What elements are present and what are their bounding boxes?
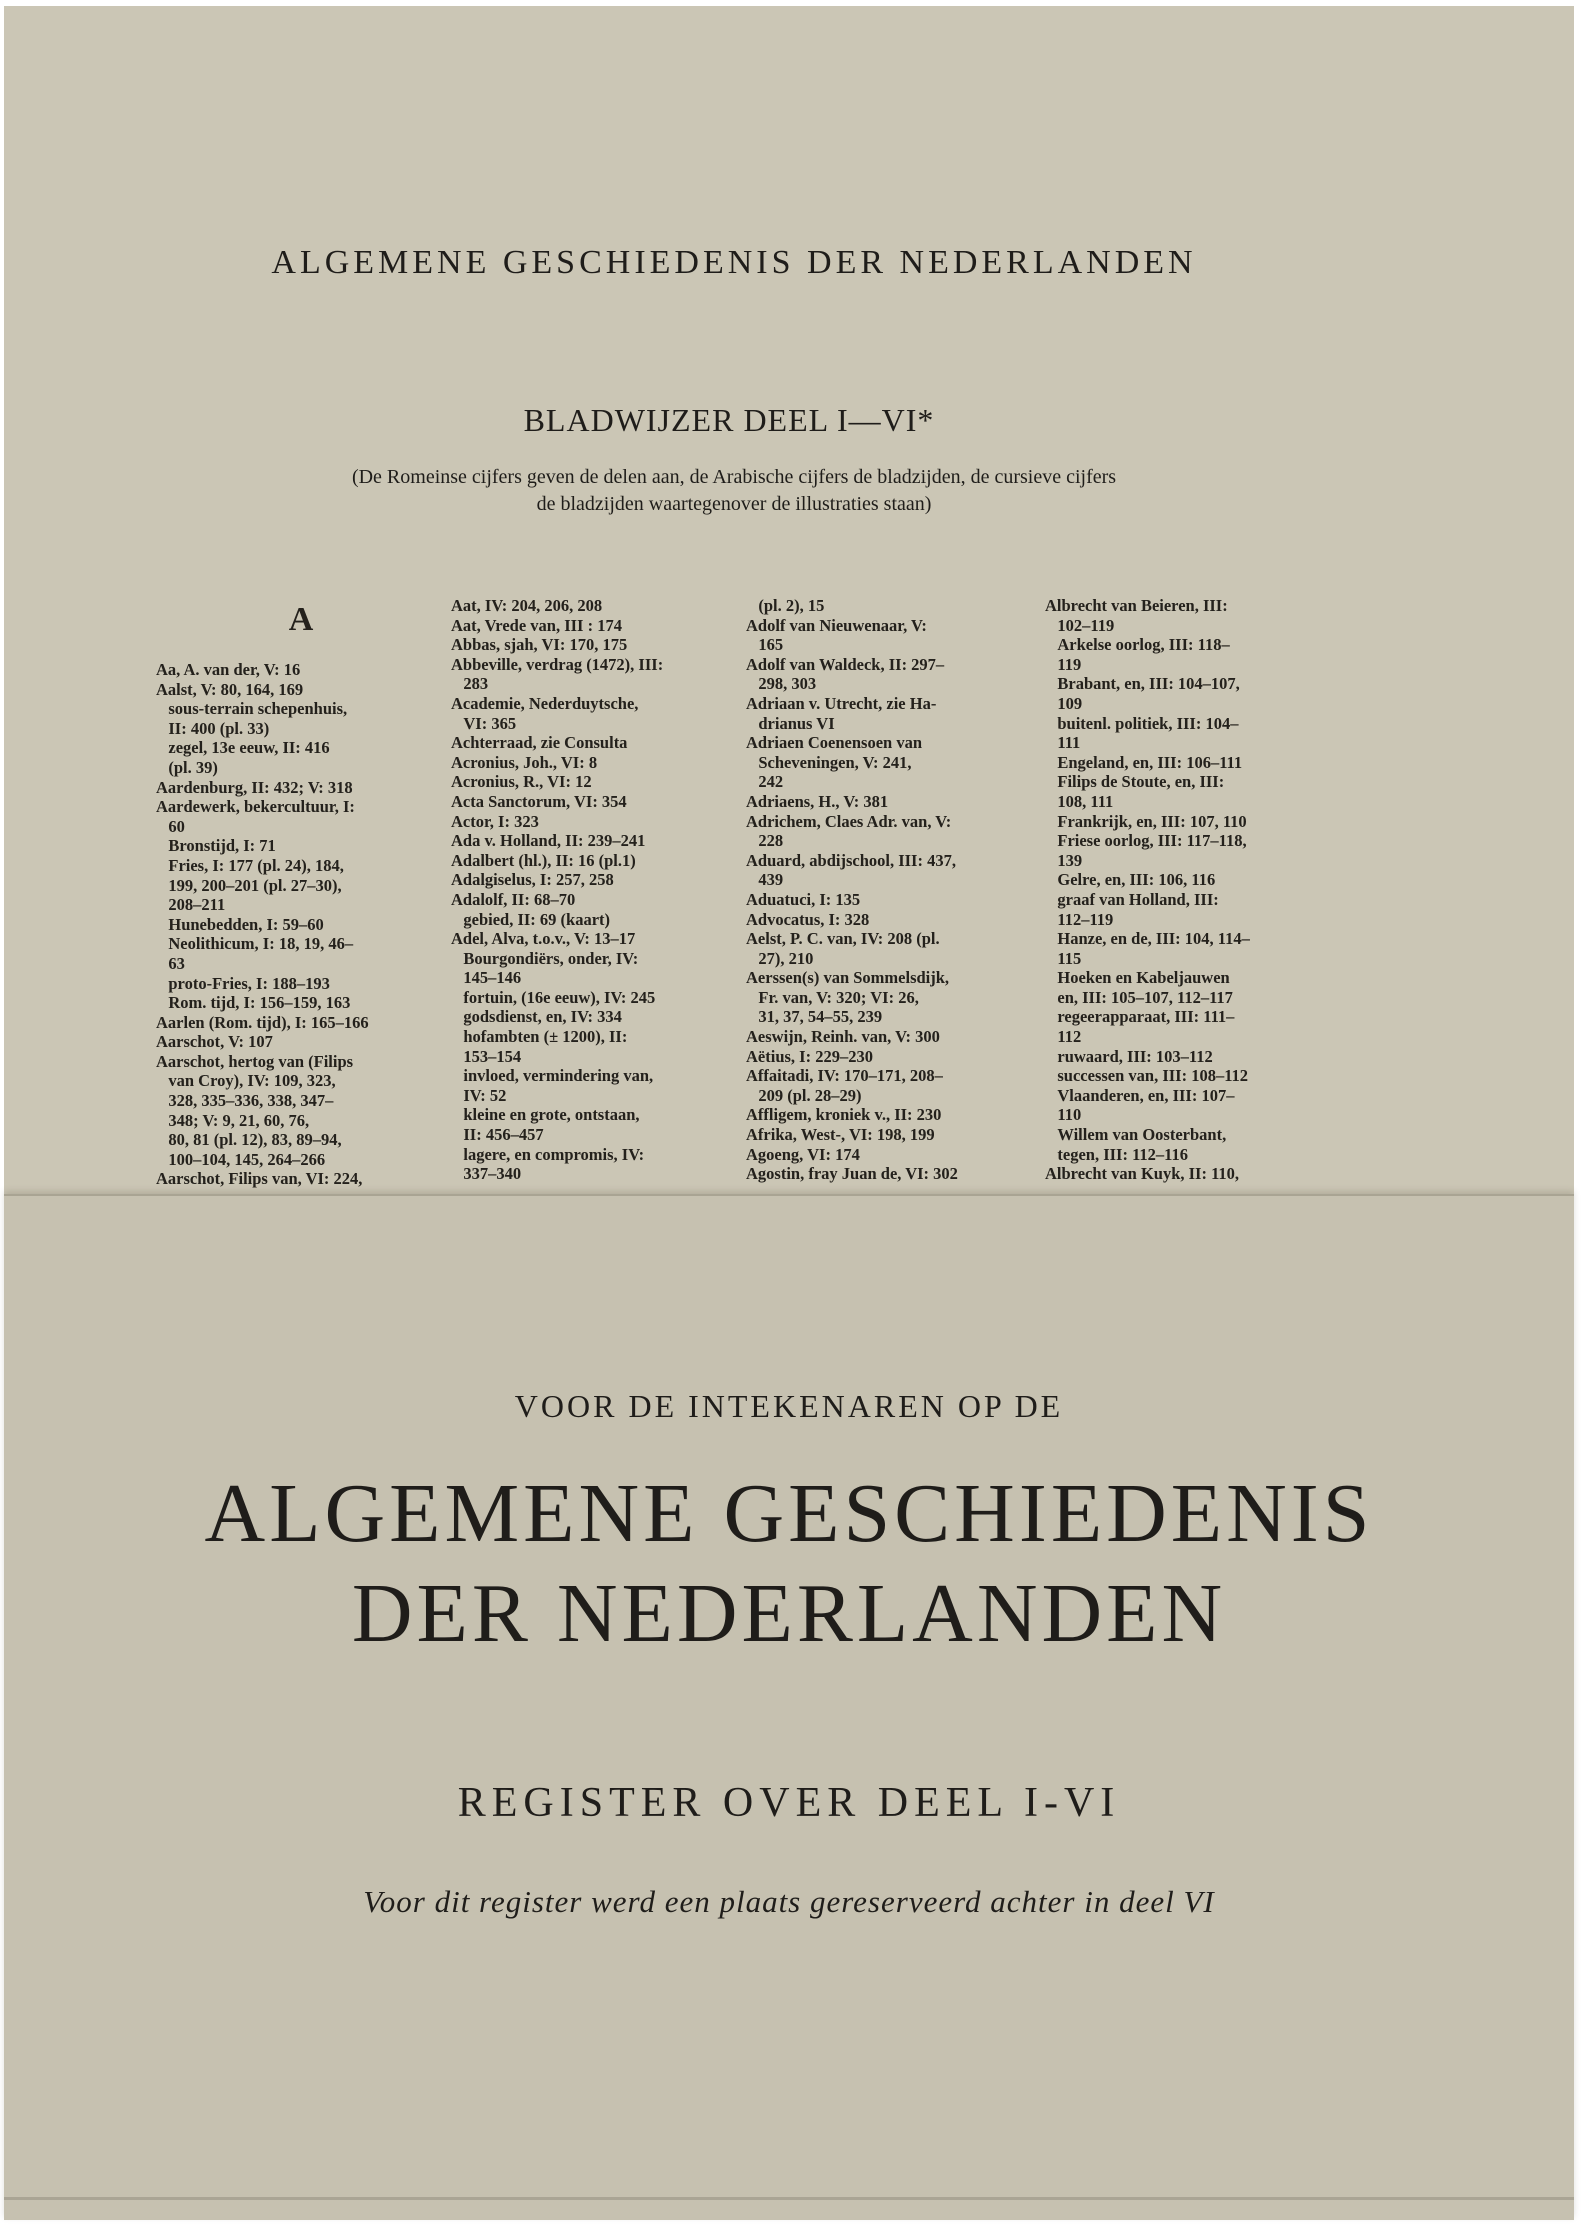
- index-entry-line: Aeswijn, Reinh. van, V: 300: [746, 1027, 940, 1047]
- index-entry-line: hofambten (± 1200), II:: [451, 1027, 628, 1047]
- index-letter-heading: A: [288, 601, 314, 638]
- index-entry-line: Aarschot, hertog van (Filips: [156, 1051, 354, 1071]
- index-entry-line: Aarschot, V: 107: [156, 1032, 273, 1052]
- index-entry-line: van Croy), IV: 109, 323,: [156, 1071, 336, 1091]
- index-entry-line: 283: [451, 674, 489, 694]
- index-entry-line: 109: [1045, 693, 1083, 713]
- index-entry-line: buitenl. politiek, III: 104–: [1045, 713, 1239, 733]
- index-entry-line: Adriaens, H., V: 381: [746, 791, 889, 811]
- index-entry-line: 110: [1045, 1105, 1082, 1125]
- index-entry-line: Frankrijk, en, III: 107, 110: [1045, 811, 1247, 831]
- index-entry-line: tegen, III: 112–116: [1045, 1144, 1189, 1164]
- index-entry-line: ruwaard, III: 103–112: [1045, 1046, 1213, 1066]
- index-entry-line: Willem van Oosterbant,: [1045, 1125, 1227, 1145]
- index-entry-line: Adalgiselus, I: 257, 258: [451, 870, 614, 890]
- index-entry-line: Aardenburg, II: 432; V: 318: [156, 777, 353, 797]
- index-entry-line: 337–340: [451, 1164, 522, 1184]
- index-entry-line: Brabant, en, III: 104–107,: [1045, 674, 1240, 694]
- bookmark-heading: BLADWIJZER DEEL I—VI*: [523, 402, 935, 438]
- index-entry-line: II: 400 (pl. 33): [156, 718, 270, 738]
- index-entry-line: Agostin, fray Juan de, VI: 302: [746, 1164, 958, 1184]
- index-entry-line: Acronius, R., VI: 12: [451, 772, 592, 792]
- index-entry-line: 145–146: [451, 968, 522, 988]
- index-entry-line: 80, 81 (pl. 12), 83, 89–94,: [156, 1130, 342, 1150]
- index-entry-line: Vlaanderen, en, III: 107–: [1045, 1085, 1235, 1105]
- index-entry-line: 439: [746, 870, 784, 890]
- index-entry-line: 60: [156, 816, 185, 836]
- index-column-3: [746, 596, 1036, 1184]
- index-column-1: [156, 596, 446, 1189]
- index-entry-line: Neolithicum, I: 18, 19, 46–: [156, 934, 354, 954]
- index-entry-line: Abbas, sjah, VI: 170, 175: [451, 635, 628, 655]
- index-entry-line: Albrecht van Kuyk, II: 110,: [1045, 1164, 1240, 1184]
- index-entry-line: Acta Sanctorum, VI: 354: [451, 791, 627, 811]
- index-entry-line: Aarschot, Filips van, VI: 224,: [156, 1169, 363, 1189]
- index-entry-line: Advocatus, I: 328: [746, 909, 870, 929]
- index-entry-line: 100–104, 145, 264–266: [156, 1149, 326, 1169]
- index-entry-line: 228: [746, 831, 784, 851]
- index-entry-line: Aelst, P. C. van, IV: 208 (pl.: [746, 929, 940, 949]
- index-entry-line: graaf van Holland, III:: [1045, 889, 1219, 909]
- index-entry-line: proto-Fries, I: 188–193: [156, 973, 330, 993]
- index-entry-line: 298, 303: [746, 674, 817, 694]
- index-entry-line: Adolf van Nieuwenaar, V:: [746, 615, 927, 635]
- index-entry-line: Arkelse oorlog, III: 118–: [1045, 635, 1230, 655]
- index-entry-line: Aat, Vrede van, III : 174: [451, 615, 622, 635]
- index-entry-line: zegel, 13e eeuw, II: 416: [156, 738, 330, 758]
- index-entry-line: Ada v. Holland, II: 239–241: [451, 831, 646, 851]
- index-entry-line: Adrichem, Claes Adr. van, V:: [746, 811, 952, 831]
- index-entry-line: Aduatuci, I: 135: [746, 889, 861, 909]
- index-entry-line: Friese oorlog, III: 117–118,: [1045, 831, 1247, 851]
- index-entry-line: Adel, Alva, t.o.v., V: 13–17: [451, 929, 636, 949]
- index-entry-line: Aëtius, I: 229–230: [746, 1046, 873, 1066]
- index-entry-line: Actor, I: 323: [451, 811, 539, 831]
- index-entry-line: Aardewerk, bekercultuur, I:: [156, 797, 355, 817]
- index-entry-line: invloed, vermindering van,: [451, 1066, 654, 1086]
- index-entry-line: Fries, I: 177 (pl. 24), 184,: [156, 855, 344, 875]
- index-entry-line: Aalst, V: 80, 164, 169: [156, 679, 304, 699]
- index-entry-line: fortuin, (16e eeuw), IV: 245: [451, 987, 656, 1007]
- index-entry-line: Hoeken en Kabeljauwen: [1045, 968, 1230, 988]
- index-entry-line: sous-terrain schepenhuis,: [156, 699, 348, 719]
- index-entry-line: 139: [1045, 850, 1083, 870]
- index-entry-line: 119: [1045, 654, 1082, 674]
- bookmark-index-page: [4, 6, 1574, 1194]
- index-entry-line: Agoeng, VI: 174: [746, 1144, 860, 1164]
- index-entry-line: VI: 365: [451, 713, 517, 733]
- index-entry-line: Filips de Stoute, en, III:: [1045, 772, 1225, 792]
- index-entry-line: gebied, II: 69 (kaart): [451, 909, 611, 929]
- index-entry-line: Aduard, abdijschool, III: 437,: [746, 850, 956, 870]
- wrapper-band: [4, 1194, 1574, 2220]
- index-entry-line: Hanze, en de, III: 104, 114–: [1045, 929, 1250, 949]
- index-entry-line: 112–119: [1045, 909, 1114, 929]
- index-entry-line: Affligem, kroniek v., II: 230: [746, 1105, 942, 1125]
- index-entry-line: IV: 52: [451, 1085, 507, 1105]
- index-entry-line: Aarlen (Rom. tijd), I: 165–166: [156, 1012, 369, 1032]
- index-entry-line: Adalolf, II: 68–70: [451, 889, 576, 909]
- index-entry-line: lagere, en compromis, IV:: [451, 1144, 645, 1164]
- document-sheet: [4, 6, 1574, 2218]
- index-entry-line: II: 456–457: [451, 1125, 544, 1145]
- index-entry-line: successen van, III: 108–112: [1045, 1066, 1249, 1086]
- index-entry-line: Scheveningen, V: 241,: [746, 752, 912, 772]
- index-entry-line: Aa, A. van der, V: 16: [156, 660, 301, 679]
- index-entry-line: 242: [746, 772, 784, 792]
- index-entry-line: 348; V: 9, 21, 60, 76,: [156, 1110, 310, 1130]
- series-title: ALGEMENE GESCHIEDENIS DER NEDERLANDEN: [271, 244, 1197, 281]
- reserved-note: Voor dit register werd een plaats gereserveerd achter in deel VI: [363, 1884, 1215, 1919]
- index-entry-line: 209 (pl. 28–29): [746, 1085, 862, 1105]
- index-entry-line: 108, 111: [1045, 791, 1114, 811]
- index-entry-line: 208–211: [156, 895, 226, 915]
- index-entry-line: Gelre, en, III: 106, 116: [1045, 870, 1216, 890]
- index-entry-line: Aerssen(s) van Sommelsdijk,: [746, 968, 950, 988]
- index-entry-line: 111: [1045, 733, 1081, 753]
- index-entry-line: Rom. tijd, I: 156–159, 163: [156, 993, 351, 1013]
- subscribers-line: VOOR DE INTEKENAREN OP DE: [514, 1388, 1064, 1424]
- index-entry-line: Adriaen Coenensoen van: [746, 733, 923, 753]
- index-entry-line: en, III: 105–107, 112–117: [1045, 987, 1233, 1007]
- index-entry-line: (pl. 2), 15: [746, 596, 825, 615]
- index-entry-line: regeerapparaat, III: 111–: [1045, 1007, 1235, 1027]
- index-explanation: [234, 464, 1234, 518]
- index-entry-line: 165: [746, 635, 784, 655]
- index-entry-line: Albrecht van Beieren, III:: [1045, 596, 1228, 615]
- index-entry-line: Engeland, en, III: 106–111: [1045, 752, 1243, 772]
- index-entry-line: Achterraad, zie Consulta: [451, 733, 628, 753]
- index-entry-line: (pl. 39): [156, 757, 218, 777]
- main-title-line-1: ALGEMENE GESCHIEDENIS: [204, 1467, 1374, 1560]
- index-entry-line: Hunebedden, I: 59–60: [156, 914, 324, 934]
- index-entry-line: kleine en grote, ontstaan,: [451, 1105, 640, 1125]
- index-entry-line: 115: [1045, 948, 1082, 968]
- index-entry-line: Bronstijd, I: 71: [156, 836, 276, 856]
- index-entry-line: Adolf van Waldeck, II: 297–: [746, 654, 945, 674]
- note-line-2: de bladzijden waartegenover de illustraties staan): [536, 493, 932, 515]
- index-entry-line: Acronius, Joh., VI: 8: [451, 752, 598, 772]
- index-entry-line: 31, 37, 54–55, 239: [746, 1007, 883, 1027]
- index-column-4: [1045, 596, 1335, 1184]
- note-line-1: (De Romeinse cijfers geven de delen aan, de Arabische cijfers de bladzijden, de cursieve cijfers: [351, 466, 1117, 488]
- index-entry-line: Affaitadi, IV: 170–171, 208–: [746, 1066, 943, 1086]
- index-entry-line: Academie, Nederduytsche,: [451, 693, 639, 713]
- index-entry-line: 102–119: [1045, 615, 1115, 635]
- main-title-line-2: DER NEDERLANDEN: [351, 1567, 1227, 1660]
- index-entry-line: Adriaan v. Utrecht, zie Ha-: [746, 693, 937, 713]
- index-entry-line: 153–154: [451, 1046, 522, 1066]
- index-entry-line: Bourgondiërs, onder, IV:: [451, 948, 639, 968]
- index-entry-line: 328, 335–336, 338, 347–: [156, 1091, 334, 1111]
- index-entry-line: 27), 210: [746, 948, 814, 968]
- index-entry-line: Abbeville, verdrag (1472), III:: [451, 654, 664, 674]
- index-entry-line: Fr. van, V: 320; VI: 26,: [746, 987, 919, 1007]
- index-entry-line: godsdienst, en, IV: 334: [451, 1007, 622, 1027]
- index-entry-line: 112: [1045, 1027, 1082, 1047]
- sheet-edge-line: [4, 2197, 1574, 2200]
- register-title: REGISTER OVER DEEL I-VI: [457, 1780, 1121, 1826]
- index-entry-line: 199, 200–201 (pl. 27–30),: [156, 875, 342, 895]
- index-entry-line: Adalbert (hl.), II: 16 (pl.1): [451, 850, 636, 870]
- index-entry-line: 63: [156, 953, 185, 973]
- index-entry-line: Afrika, West-, VI: 198, 199: [746, 1125, 935, 1145]
- index-column-2: [451, 596, 741, 1184]
- index-entry-line: drianus VI: [746, 713, 835, 733]
- index-entry-line: Aat, IV: 204, 206, 208: [451, 596, 603, 615]
- main-title: [4, 1464, 1574, 1664]
